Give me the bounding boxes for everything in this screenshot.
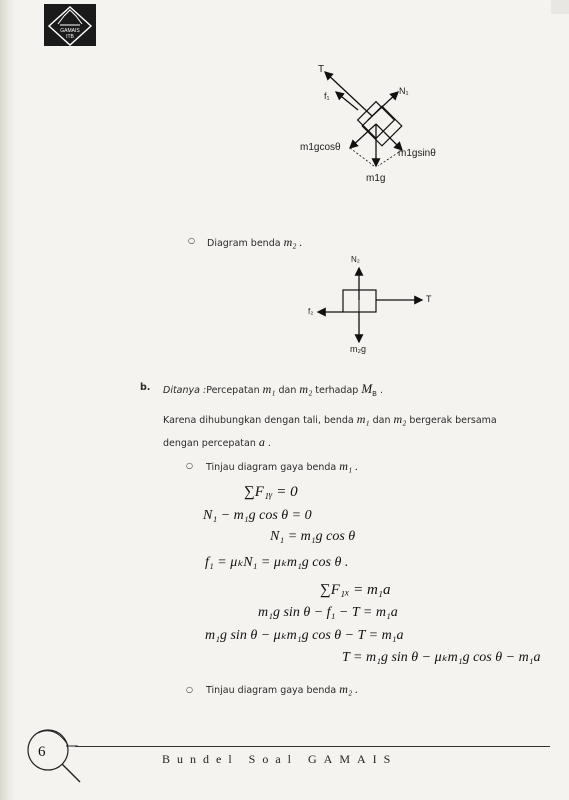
bullet1-var: m₂ . <box>283 235 303 249</box>
bullet-marker: ○ <box>186 461 193 470</box>
logo-text-top: GAMAIS <box>60 28 80 34</box>
equation-tension: T = m₁g sin θ − μₖm₁g cos θ − m₁a <box>342 650 541 665</box>
label-f1: f₁ <box>324 91 330 101</box>
equation-friction: f₁ = μₖN₁ = μₖm₁g cos θ . <box>205 555 349 570</box>
bullet-marker: ○ <box>188 236 195 245</box>
label-T: T <box>318 64 325 75</box>
equation-sum-fx: ∑F₁ₓ = m₁a <box>320 582 391 598</box>
label-m1gsin: m1gsinθ <box>398 148 436 159</box>
equation-n1: N₁ = m₁g cos θ <box>270 529 356 544</box>
footer-title: Bundel Soal GAMAIS <box>162 752 398 766</box>
label-f2: f₂ <box>308 307 314 316</box>
equation-newton-2: m₁g sin θ − μₖm₁g cos θ − T = m₁a <box>205 628 404 643</box>
label-m1g: m1g <box>366 173 386 184</box>
label-m2g: m₂g <box>350 344 366 354</box>
question-line: Ditanya :Percepatan m₁ dan m₂ terhadap $M_B$ . <box>163 381 384 398</box>
ditanya-label: Ditanya : <box>163 385 207 396</box>
equation-sum-fy: ∑F₁ᵧ = 0 <box>244 484 298 500</box>
bullet-marker: ○ <box>186 685 193 694</box>
bullet3-text: Tinjau diagram gaya benda m₂ . <box>206 682 359 696</box>
logo-text-bottom: ITB <box>66 34 74 40</box>
explanation-line-2: dengan percepatan a . <box>163 435 271 449</box>
label-N1: N₁ <box>399 86 409 96</box>
label-N2: N₂ <box>351 255 360 264</box>
page-number: 6 <box>38 744 46 760</box>
equation-newton-1: m₁g sin θ − f₁ − T = m₁a <box>258 605 398 620</box>
label-m1gcos: m1gcosθ <box>300 142 341 153</box>
label-T2: T <box>426 294 432 304</box>
explanation-line-1: Karena dihubungkan dengan tali, benda m₁ dan m₂ bergerak bersama <box>163 412 497 426</box>
footer-rule <box>75 746 550 747</box>
equation-n1-balance: N₁ − m₁g cos θ = 0 <box>203 508 312 523</box>
bullet1-label: Diagram benda <box>207 238 284 249</box>
bullet2-text: Tinjau diagram gaya benda m₁ . <box>206 459 359 473</box>
section-letter: b. <box>140 382 151 393</box>
